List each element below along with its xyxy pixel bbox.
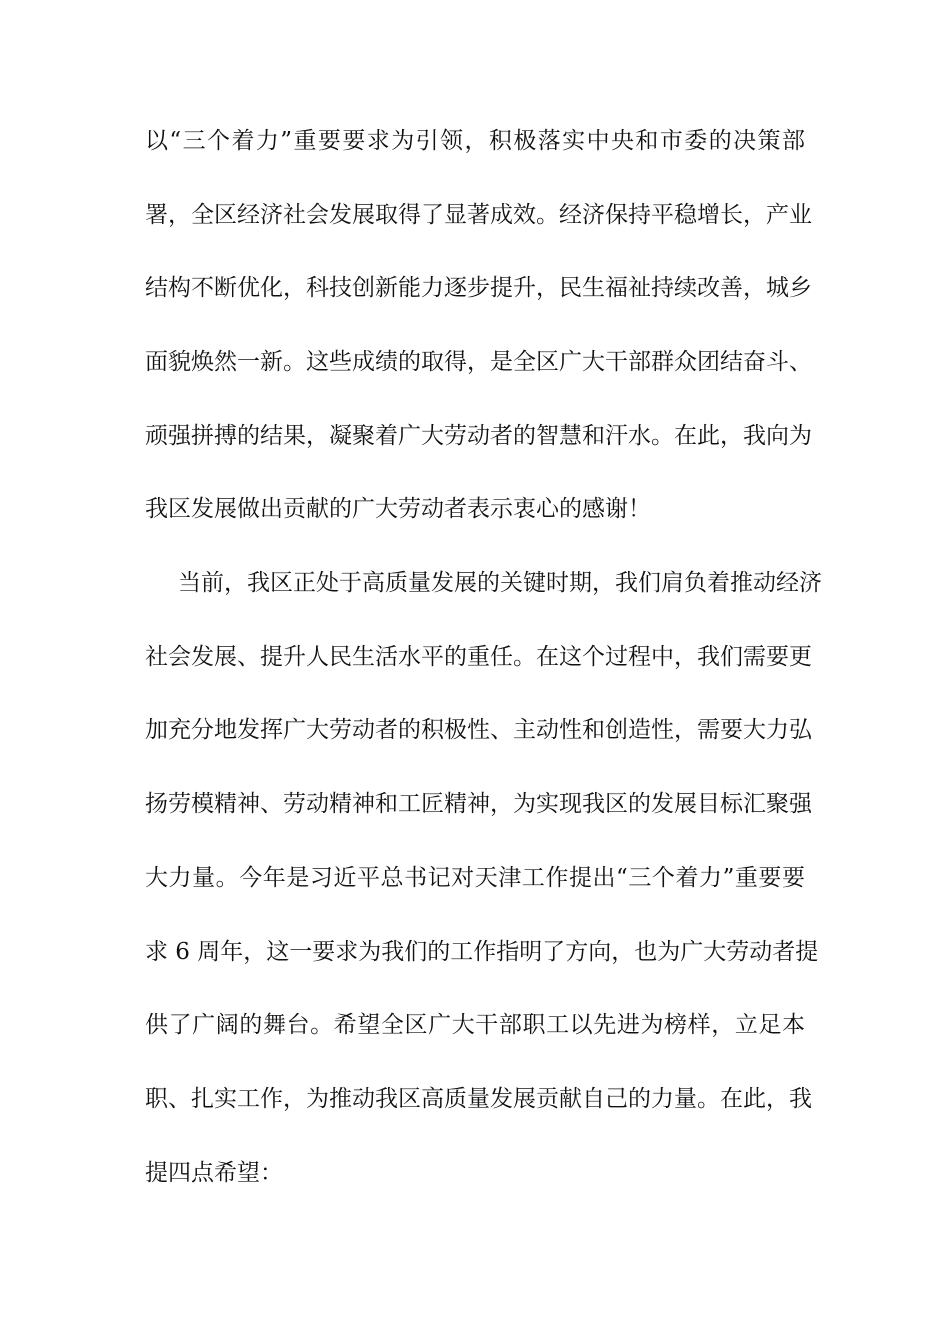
paragraph-2-line-2: 社会发展、提升人民生活水平的重任。在这个过程中，我们需要更 [145,644,812,670]
paragraph-1-line-3: 结构不断优化，科技创新能力逐步提升，民生福祉持续改善，城乡 [145,275,812,301]
paragraph-1-line-5: 顽强拼搏的结果，凝聚着广大劳动者的智慧和汗水。在此，我向为 [145,423,812,449]
paragraph-2-line-4: 扬劳模精神、劳动精神和工匠精神，为实现我区的发展目标汇聚强 [145,791,812,817]
paragraph-1-line-2: 署，全区经济社会发展取得了显著成效。经济保持平稳增长，产业 [145,202,812,228]
paragraph-2-line-6: 求 6 周年，这一要求为我们的工作指明了方向，也为广大劳动者提 [145,939,819,965]
paragraph-2-line-5: 大力量。今年是习近平总书记对天津工作提出“三个着力”重要要 [145,865,805,891]
paragraph-1-line-4: 面貌焕然一新。这些成绩的取得，是全区广大干部群众团结奋斗、 [145,349,812,375]
paragraph-1-line-1: 以“三个着力”重要要求为引领，积极落实中央和市委的决策部 [145,128,805,154]
paragraph-2-line-9: 提四点希望： [145,1160,283,1186]
paragraph-1-line-6: 我区发展做出贡献的广大劳动者表示衷心的感谢！ [145,496,651,522]
paragraph-2-line-8: 职、扎实工作，为推动我区高质量发展贡献自己的力量。在此，我 [145,1086,812,1112]
paragraph-2-line-7: 供了广阔的舞台。希望全区广大干部职工以先进为榜样，立足本 [145,1012,805,1038]
paragraph-2-line-3: 加充分地发挥广大劳动者的积极性、主动性和创造性，需要大力弘 [145,717,812,743]
paragraph-2-line-1: 当前，我区正处于高质量发展的关键时期，我们肩负着推动经济 [178,570,822,596]
